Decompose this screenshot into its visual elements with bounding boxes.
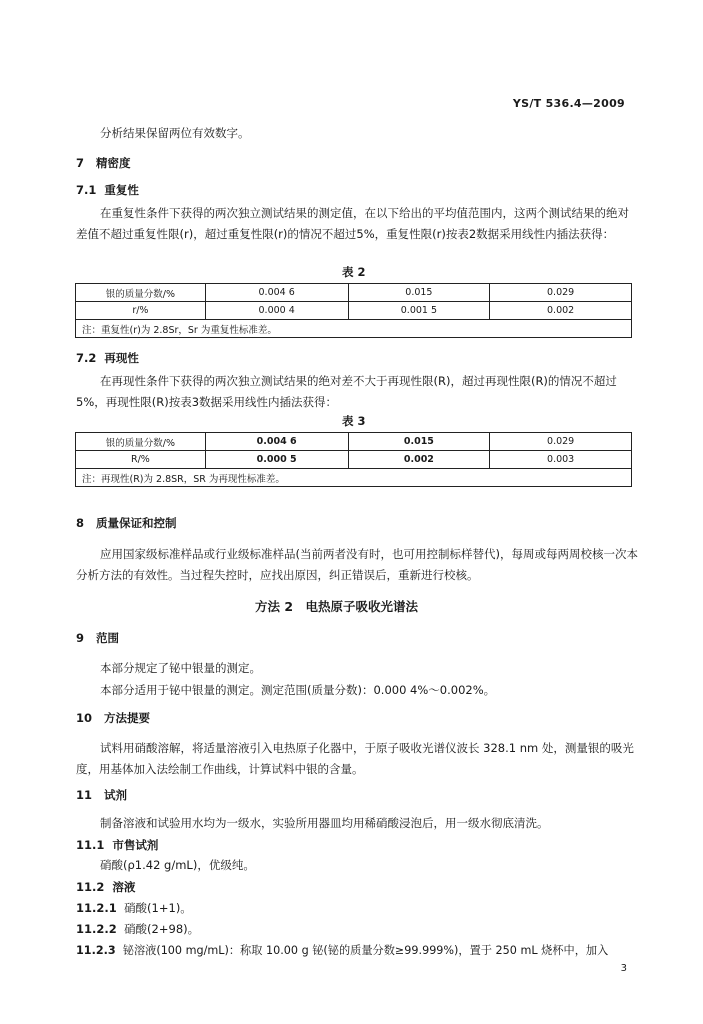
section-11-1-heading	[76, 837, 158, 853]
section-number: 8	[76, 516, 85, 530]
section-number: 7	[76, 156, 85, 170]
section-title: 试剂	[104, 788, 128, 802]
intro-line: 分析结果保留两位有效数字。	[100, 126, 250, 140]
section-11-2-1	[76, 900, 192, 916]
section-11-1-text: 硝酸(ρ1.42 g/mL)，优级纯。	[100, 858, 255, 872]
table-cell: 0.029	[490, 284, 632, 302]
section-number: 11.2.2	[76, 922, 117, 936]
section-number: 11.2.3	[76, 944, 116, 957]
section-number: 11.1	[76, 838, 105, 852]
section-9-heading	[76, 630, 119, 646]
section-text: 硝酸(2+98)。	[124, 922, 200, 936]
section-title: 溶液	[112, 880, 136, 894]
method-2-title: 方法 2 电热原子吸收光谱法	[255, 599, 419, 614]
table-row	[76, 433, 632, 451]
section-7-heading	[76, 155, 131, 171]
table-row	[76, 284, 632, 302]
section-number: 7.1	[76, 183, 97, 197]
section-11-2-3	[76, 942, 608, 958]
section-7-2-text: 在再现性条件下获得的两次独立测试结果的绝对差不大于再现性限(R)，超过再现性限(R)的情况不超过5%，再现性限(R)按表3数据采用线性内插法获得：	[76, 374, 617, 409]
table-cell: 0.001 5	[348, 302, 490, 320]
table-cell: 0.000 5	[205, 451, 348, 469]
table-cell: 0.002	[348, 451, 490, 469]
table-2-caption: 表 2	[342, 265, 366, 279]
table-cell: 银的质量分数/%	[76, 433, 206, 451]
table-cell: 0.002	[490, 302, 632, 320]
section-title: 质量保证和控制	[96, 516, 177, 530]
section-number: 7.2	[76, 351, 97, 365]
table-cell: 银的质量分数/%	[76, 284, 206, 302]
section-number: 9	[76, 631, 85, 645]
section-number: 11.2.1	[76, 901, 117, 915]
section-7-1-text: 在重复性条件下获得的两次独立测试结果的测定值，在以下给出的平均值范围内，这两个测试结果的绝对差值不超过重复性限(r)，超过重复性限(r)的情况不超过5%，重复性限(r)按表2数据采用线性内插法获得：	[76, 206, 629, 241]
section-11-heading	[76, 787, 127, 803]
section-text: 硝酸(1+1)。	[124, 901, 192, 915]
table-row	[76, 320, 632, 338]
table-cell: r/%	[76, 302, 206, 320]
table-cell: 0.003	[490, 451, 632, 469]
table-3	[75, 432, 632, 487]
section-title: 市售试剂	[112, 838, 159, 852]
table-2	[75, 283, 632, 338]
standard-number: YS/T 536.4—2009	[512, 97, 625, 110]
section-title: 精密度	[96, 156, 131, 170]
section-11-2-heading	[76, 879, 135, 895]
page-number: 3	[620, 963, 627, 974]
table-cell: R/%	[76, 451, 206, 469]
section-title: 范围	[96, 631, 120, 645]
section-title: 重复性	[104, 183, 139, 197]
section-10-text: 试料用硝酸溶解，将适量溶液引入电热原子化器中，于原子吸收光谱仪波长 328.1 nm 处，测量银的吸光度，用基体加入法绘制工作曲线，计算试料中银的含量。	[76, 741, 634, 776]
section-7-1-heading	[76, 182, 139, 198]
section-8-text: 应用国家级标准样品或行业级标准样品(当前两者没有时，也可用控制标样替代)，每周或每两周校核一次本分析方法的有效性。当过程失控时，应找出原因，纠正错误后，重新进行校核。	[76, 547, 638, 582]
table-cell: 0.015	[348, 284, 490, 302]
section-number: 11	[76, 788, 93, 802]
section-11-text: 制备溶液和试验用水均为一级水，实验所用器皿均用稀硝酸浸泡后，用一级水彻底清洗。	[100, 816, 549, 830]
table-cell: 0.004 6	[205, 433, 348, 451]
table-3-caption: 表 3	[342, 414, 366, 428]
table-note: 注：重复性(r)为 2.8Sr，Sr 为重复性标准差。	[76, 320, 632, 338]
table-cell: 0.000 4	[205, 302, 348, 320]
table-row	[76, 451, 632, 469]
section-7-2-heading	[76, 350, 139, 366]
table-note: 注：再现性(R)为 2.8SR，SR 为再现性标准差。	[76, 469, 632, 487]
table-cell: 0.004 6	[205, 284, 348, 302]
section-8-heading	[76, 515, 177, 531]
section-10-heading	[76, 710, 150, 726]
section-title: 方法提要	[104, 711, 151, 725]
section-title: 再现性	[104, 351, 139, 365]
table-cell: 0.029	[490, 433, 632, 451]
section-11-2-2	[76, 921, 199, 937]
section-number: 11.2	[76, 880, 105, 894]
section-9-line-2: 本部分适用于铋中银量的测定。测定范围(质量分数)：0.000 4%～0.002%。	[100, 683, 496, 697]
table-cell: 0.015	[348, 433, 490, 451]
section-text: 铋溶液(100 mg/mL)：称取 10.00 g 铋(铋的质量分数≥99.999%)，置于 250 mL 烧杯中，加入	[122, 944, 609, 957]
table-row	[76, 469, 632, 487]
table-row	[76, 302, 632, 320]
section-number: 10	[76, 711, 93, 725]
section-9-line-1: 本部分规定了铋中银量的测定。	[100, 661, 261, 675]
